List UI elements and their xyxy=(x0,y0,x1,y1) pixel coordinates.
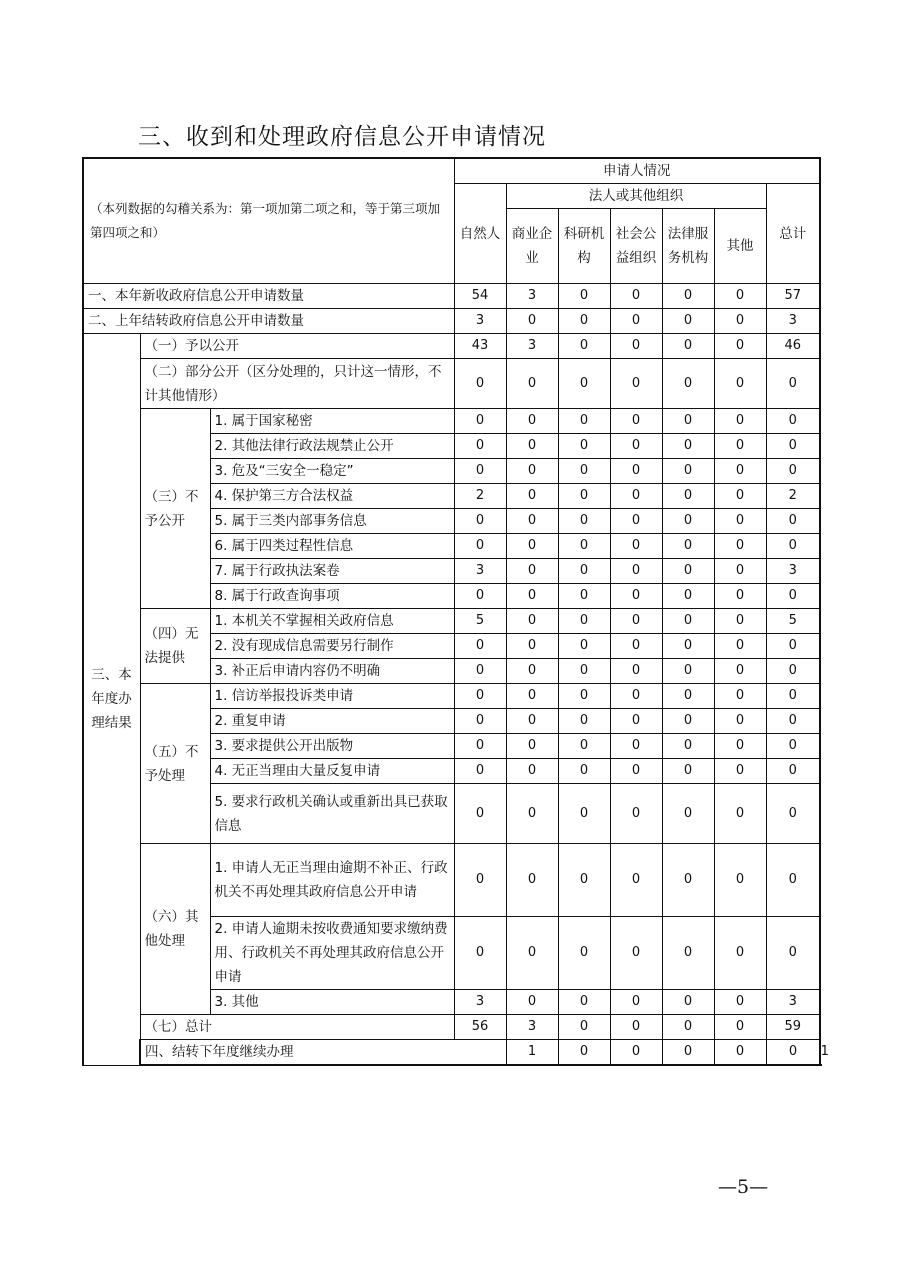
cell: 0 xyxy=(454,709,506,734)
cell: 0 xyxy=(766,509,820,534)
row-label: 2. 其他法律行政法规禁止公开 xyxy=(210,434,454,459)
cell: 3 xyxy=(766,309,820,334)
cell: 0 xyxy=(506,534,558,559)
cell: 0 xyxy=(662,584,714,609)
cell: 0 xyxy=(506,509,558,534)
table-row xyxy=(83,334,820,359)
cell: 0 xyxy=(662,1015,714,1040)
cell: 0 xyxy=(714,434,766,459)
cell: 0 xyxy=(610,634,662,659)
cell: 0 xyxy=(610,684,662,709)
cell: 0 xyxy=(766,634,820,659)
row-label: 3. 危及“三安全一稳定” xyxy=(210,459,454,484)
cell: 0 xyxy=(610,434,662,459)
cell: 0 xyxy=(714,917,766,990)
cell: 0 xyxy=(662,459,714,484)
cell: 0 xyxy=(610,990,662,1015)
cell: 3 xyxy=(766,990,820,1015)
cell: 3 xyxy=(506,1015,558,1040)
table-row xyxy=(83,359,820,409)
cell: 0 xyxy=(454,534,506,559)
cell: 0 xyxy=(714,534,766,559)
header-business: 商业企业 xyxy=(506,209,558,284)
cell: 0 xyxy=(610,759,662,784)
cell: 0 xyxy=(662,684,714,709)
cell: 0 xyxy=(714,509,766,534)
cell: 0 xyxy=(662,484,714,509)
cell: 0 xyxy=(506,634,558,659)
cell: 0 xyxy=(662,1040,714,1066)
cell: 0 xyxy=(558,309,610,334)
cell: 0 xyxy=(714,459,766,484)
cell: 43 xyxy=(454,334,506,359)
table-row xyxy=(83,1015,820,1040)
cell: 0 xyxy=(558,734,610,759)
cell: 0 xyxy=(714,684,766,709)
cell: 0 xyxy=(610,609,662,634)
cell: 0 xyxy=(506,459,558,484)
cell: 0 xyxy=(506,684,558,709)
cell: 0 xyxy=(662,359,714,409)
cell: 0 xyxy=(610,709,662,734)
cell: 0 xyxy=(558,434,610,459)
group-label-unavailable: （四）无法提供 xyxy=(140,609,210,684)
cell: 0 xyxy=(714,659,766,684)
row-label: 3. 要求提供公开出版物 xyxy=(210,734,454,759)
group-label-withheld: （三）不予公开 xyxy=(140,409,210,609)
cell: 3 xyxy=(454,309,506,334)
cell: 0 xyxy=(610,659,662,684)
cell: 0 xyxy=(766,917,820,990)
header-legal-group: 法人或其他组织 xyxy=(506,184,766,209)
cell: 0 xyxy=(714,559,766,584)
cell: 0 xyxy=(506,609,558,634)
cell: 0 xyxy=(714,634,766,659)
cell: 2 xyxy=(454,484,506,509)
table-row xyxy=(83,844,820,917)
row-label: 5. 要求行政机关确认或重新出具已获取信息 xyxy=(210,784,454,844)
row-label: 一、本年新收政府信息公开申请数量 xyxy=(83,284,454,309)
cell: 0 xyxy=(714,309,766,334)
cell: 0 xyxy=(662,844,714,917)
cell: 5 xyxy=(766,609,820,634)
cell: 3 xyxy=(766,559,820,584)
cell: 0 xyxy=(454,734,506,759)
cell: 0 xyxy=(714,844,766,917)
cell: 0 xyxy=(714,359,766,409)
cell: 0 xyxy=(558,359,610,409)
cell: 0 xyxy=(766,534,820,559)
cell: 0 xyxy=(766,734,820,759)
cell: 0 xyxy=(506,759,558,784)
cell: 0 xyxy=(506,659,558,684)
page-title: 三、收到和处理政府信息公开申请情况 xyxy=(138,124,546,150)
row-label: 4. 保护第三方合法权益 xyxy=(210,484,454,509)
cell: 0 xyxy=(610,1040,662,1066)
cell: 0 xyxy=(558,1040,610,1066)
cell: 3 xyxy=(506,334,558,359)
cell: 0 xyxy=(610,584,662,609)
cell: 0 xyxy=(766,784,820,844)
cell: 0 xyxy=(610,284,662,309)
cell: 0 xyxy=(662,334,714,359)
cell: 0 xyxy=(714,1040,766,1066)
cell: 0 xyxy=(506,784,558,844)
cell: 0 xyxy=(662,759,714,784)
application-stats-table xyxy=(82,157,829,1066)
cell: 0 xyxy=(610,534,662,559)
cell: 0 xyxy=(558,759,610,784)
table-row xyxy=(83,309,820,334)
row-label: 1. 本机关不掌握相关政府信息 xyxy=(210,609,454,634)
cell: 0 xyxy=(558,990,610,1015)
table-note: （本列数据的勾稽关系为：第一项加第二项之和，等于第三项加第四项之和） xyxy=(83,158,454,284)
cell: 0 xyxy=(714,484,766,509)
cell: 1 xyxy=(506,1040,558,1066)
cell: 0 xyxy=(662,534,714,559)
cell: 0 xyxy=(766,684,820,709)
cell: 0 xyxy=(506,990,558,1015)
cell: 0 xyxy=(454,509,506,534)
header-social: 社会公益组织 xyxy=(610,209,662,284)
cell: 0 xyxy=(766,759,820,784)
cell: 0 xyxy=(558,917,610,990)
cell: 0 xyxy=(610,334,662,359)
row-label: 4. 无正当理由大量反复申请 xyxy=(210,759,454,784)
cell: 0 xyxy=(714,1015,766,1040)
cell: 0 xyxy=(506,844,558,917)
table-row xyxy=(83,609,820,634)
header-total: 总计 xyxy=(766,184,820,284)
cell: 0 xyxy=(454,759,506,784)
cell: 3 xyxy=(506,284,558,309)
cell: 0 xyxy=(766,434,820,459)
cell: 0 xyxy=(714,990,766,1015)
cell: 0 xyxy=(454,684,506,709)
cell: 0 xyxy=(662,709,714,734)
cell: 0 xyxy=(558,284,610,309)
cell: 0 xyxy=(610,409,662,434)
cell: 0 xyxy=(610,917,662,990)
cell: 0 xyxy=(662,659,714,684)
cell: 0 xyxy=(454,784,506,844)
cell: 0 xyxy=(506,584,558,609)
table-row: 四、结转下年度继续办理 1 0 0 0 0 0 1 xyxy=(83,1040,820,1066)
cell: 0 xyxy=(558,484,610,509)
group-label-other-handling: （六）其他处理 xyxy=(140,844,210,1015)
cell: 0 xyxy=(662,409,714,434)
cell: 0 xyxy=(558,1015,610,1040)
cell: 0 xyxy=(766,844,820,917)
row-label: 8. 属于行政查询事项 xyxy=(210,584,454,609)
cell: 0 xyxy=(558,334,610,359)
cell: 0 xyxy=(506,359,558,409)
row-label: 二、上年结转政府信息公开申请数量 xyxy=(83,309,454,334)
cell: 0 xyxy=(662,309,714,334)
cell: 0 xyxy=(610,484,662,509)
cell: 0 xyxy=(610,844,662,917)
cell: 0 xyxy=(454,409,506,434)
cell: 0 xyxy=(558,559,610,584)
cell: 0 xyxy=(714,759,766,784)
cell: 0 xyxy=(454,634,506,659)
cell: 0 xyxy=(506,309,558,334)
cell: 0 xyxy=(558,409,610,434)
cell: 0 xyxy=(506,709,558,734)
cell: 0 xyxy=(662,784,714,844)
row-label: 1. 申请人无正当理由逾期不补正、行政机关不再处理其政府信息公开申请 xyxy=(210,844,454,917)
cell: 0 xyxy=(558,659,610,684)
cell: 5 xyxy=(454,609,506,634)
cell: 56 xyxy=(454,1015,506,1040)
cell: 0 xyxy=(454,844,506,917)
cell: 0 xyxy=(506,409,558,434)
cell: 0 xyxy=(662,917,714,990)
cell: 0 xyxy=(714,784,766,844)
cell: 0 xyxy=(766,409,820,434)
cell: 0 xyxy=(662,634,714,659)
cell: 0 xyxy=(714,334,766,359)
cell: 0 xyxy=(662,559,714,584)
cell: 0 xyxy=(558,509,610,534)
cell: 0 xyxy=(558,534,610,559)
cell: 2 xyxy=(766,484,820,509)
cell: 0 xyxy=(610,509,662,534)
cell: 0 xyxy=(454,359,506,409)
cell: 0 xyxy=(610,784,662,844)
cell: 0 xyxy=(558,709,610,734)
cell: 3 xyxy=(454,559,506,584)
cell: 0 xyxy=(662,284,714,309)
part3-label: 三、本年度办理结果 xyxy=(83,334,140,1066)
cell: 0 xyxy=(610,734,662,759)
cell: 57 xyxy=(766,284,820,309)
cell: 0 xyxy=(766,459,820,484)
header-law: 法律服务机构 xyxy=(662,209,714,284)
table-row xyxy=(83,409,820,434)
cell: 0 xyxy=(714,584,766,609)
cell: 46 xyxy=(766,334,820,359)
cell: 0 xyxy=(610,459,662,484)
row-label: （二）部分公开（区分处理的，只计这一情形，不计其他情形） xyxy=(140,359,454,409)
cell: 0 xyxy=(766,709,820,734)
cell: 0 xyxy=(506,917,558,990)
cell: 0 xyxy=(714,284,766,309)
row-label: 3. 补正后申请内容仍不明确 xyxy=(210,659,454,684)
cell: 0 xyxy=(558,844,610,917)
cell: 0 xyxy=(506,559,558,584)
row-label: 7. 属于行政执法案卷 xyxy=(210,559,454,584)
cell: 0 xyxy=(454,584,506,609)
cell: 0 xyxy=(558,784,610,844)
page-number: —5— xyxy=(718,1176,769,1198)
cell: 0 xyxy=(766,659,820,684)
row-label: 6. 属于四类过程性信息 xyxy=(210,534,454,559)
cell: 0 xyxy=(558,609,610,634)
row-label: 四、结转下年度继续办理 xyxy=(140,1040,506,1066)
group-label-not-processed: （五）不予处理 xyxy=(140,684,210,844)
cell: 0 xyxy=(662,990,714,1015)
cell: 59 xyxy=(766,1015,820,1040)
row-label: （一）予以公开 xyxy=(140,334,454,359)
cell: 0 xyxy=(610,359,662,409)
table-row xyxy=(83,284,820,309)
cell: 0 xyxy=(662,434,714,459)
cell: 0 xyxy=(454,659,506,684)
row-label: 2. 没有现成信息需要另行制作 xyxy=(210,634,454,659)
cell: 54 xyxy=(454,284,506,309)
header-other: 其他 xyxy=(714,209,766,284)
cell: 0 xyxy=(766,1040,820,1066)
cell: 0 xyxy=(610,1015,662,1040)
table-row xyxy=(83,684,820,709)
row-label: 1. 属于国家秘密 xyxy=(210,409,454,434)
row-label: （七）总计 xyxy=(140,1015,454,1040)
cell: 0 xyxy=(714,734,766,759)
cell: 0 xyxy=(766,584,820,609)
cell: 0 xyxy=(454,434,506,459)
cell: 0 xyxy=(714,709,766,734)
cell: 0 xyxy=(558,634,610,659)
cell: 0 xyxy=(506,434,558,459)
row-label: 3. 其他 xyxy=(210,990,454,1015)
header-applicant: 申请人情况 xyxy=(454,158,820,184)
cell: 0 xyxy=(662,734,714,759)
cell: 0 xyxy=(610,309,662,334)
cell: 0 xyxy=(714,409,766,434)
cell: 0 xyxy=(558,584,610,609)
row-label: 2. 重复申请 xyxy=(210,709,454,734)
cell: 0 xyxy=(662,609,714,634)
cell: 0 xyxy=(558,684,610,709)
header-research: 科研机构 xyxy=(558,209,610,284)
cell: 0 xyxy=(506,484,558,509)
cell: 0 xyxy=(454,917,506,990)
cell: 0 xyxy=(662,509,714,534)
cell: 3 xyxy=(454,990,506,1015)
row-label: 1. 信访举报投诉类申请 xyxy=(210,684,454,709)
cell: 0 xyxy=(766,359,820,409)
cell: 0 xyxy=(610,559,662,584)
row-label: 5. 属于三类内部事务信息 xyxy=(210,509,454,534)
cell: 0 xyxy=(454,459,506,484)
header-natural-person: 自然人 xyxy=(454,184,506,284)
cell: 0 xyxy=(506,734,558,759)
cell: 0 xyxy=(714,609,766,634)
cell: 0 xyxy=(558,459,610,484)
row-label: 2. 申请人逾期未按收费通知要求缴纳费用、行政机关不再处理其政府信息公开申请 xyxy=(210,917,454,990)
